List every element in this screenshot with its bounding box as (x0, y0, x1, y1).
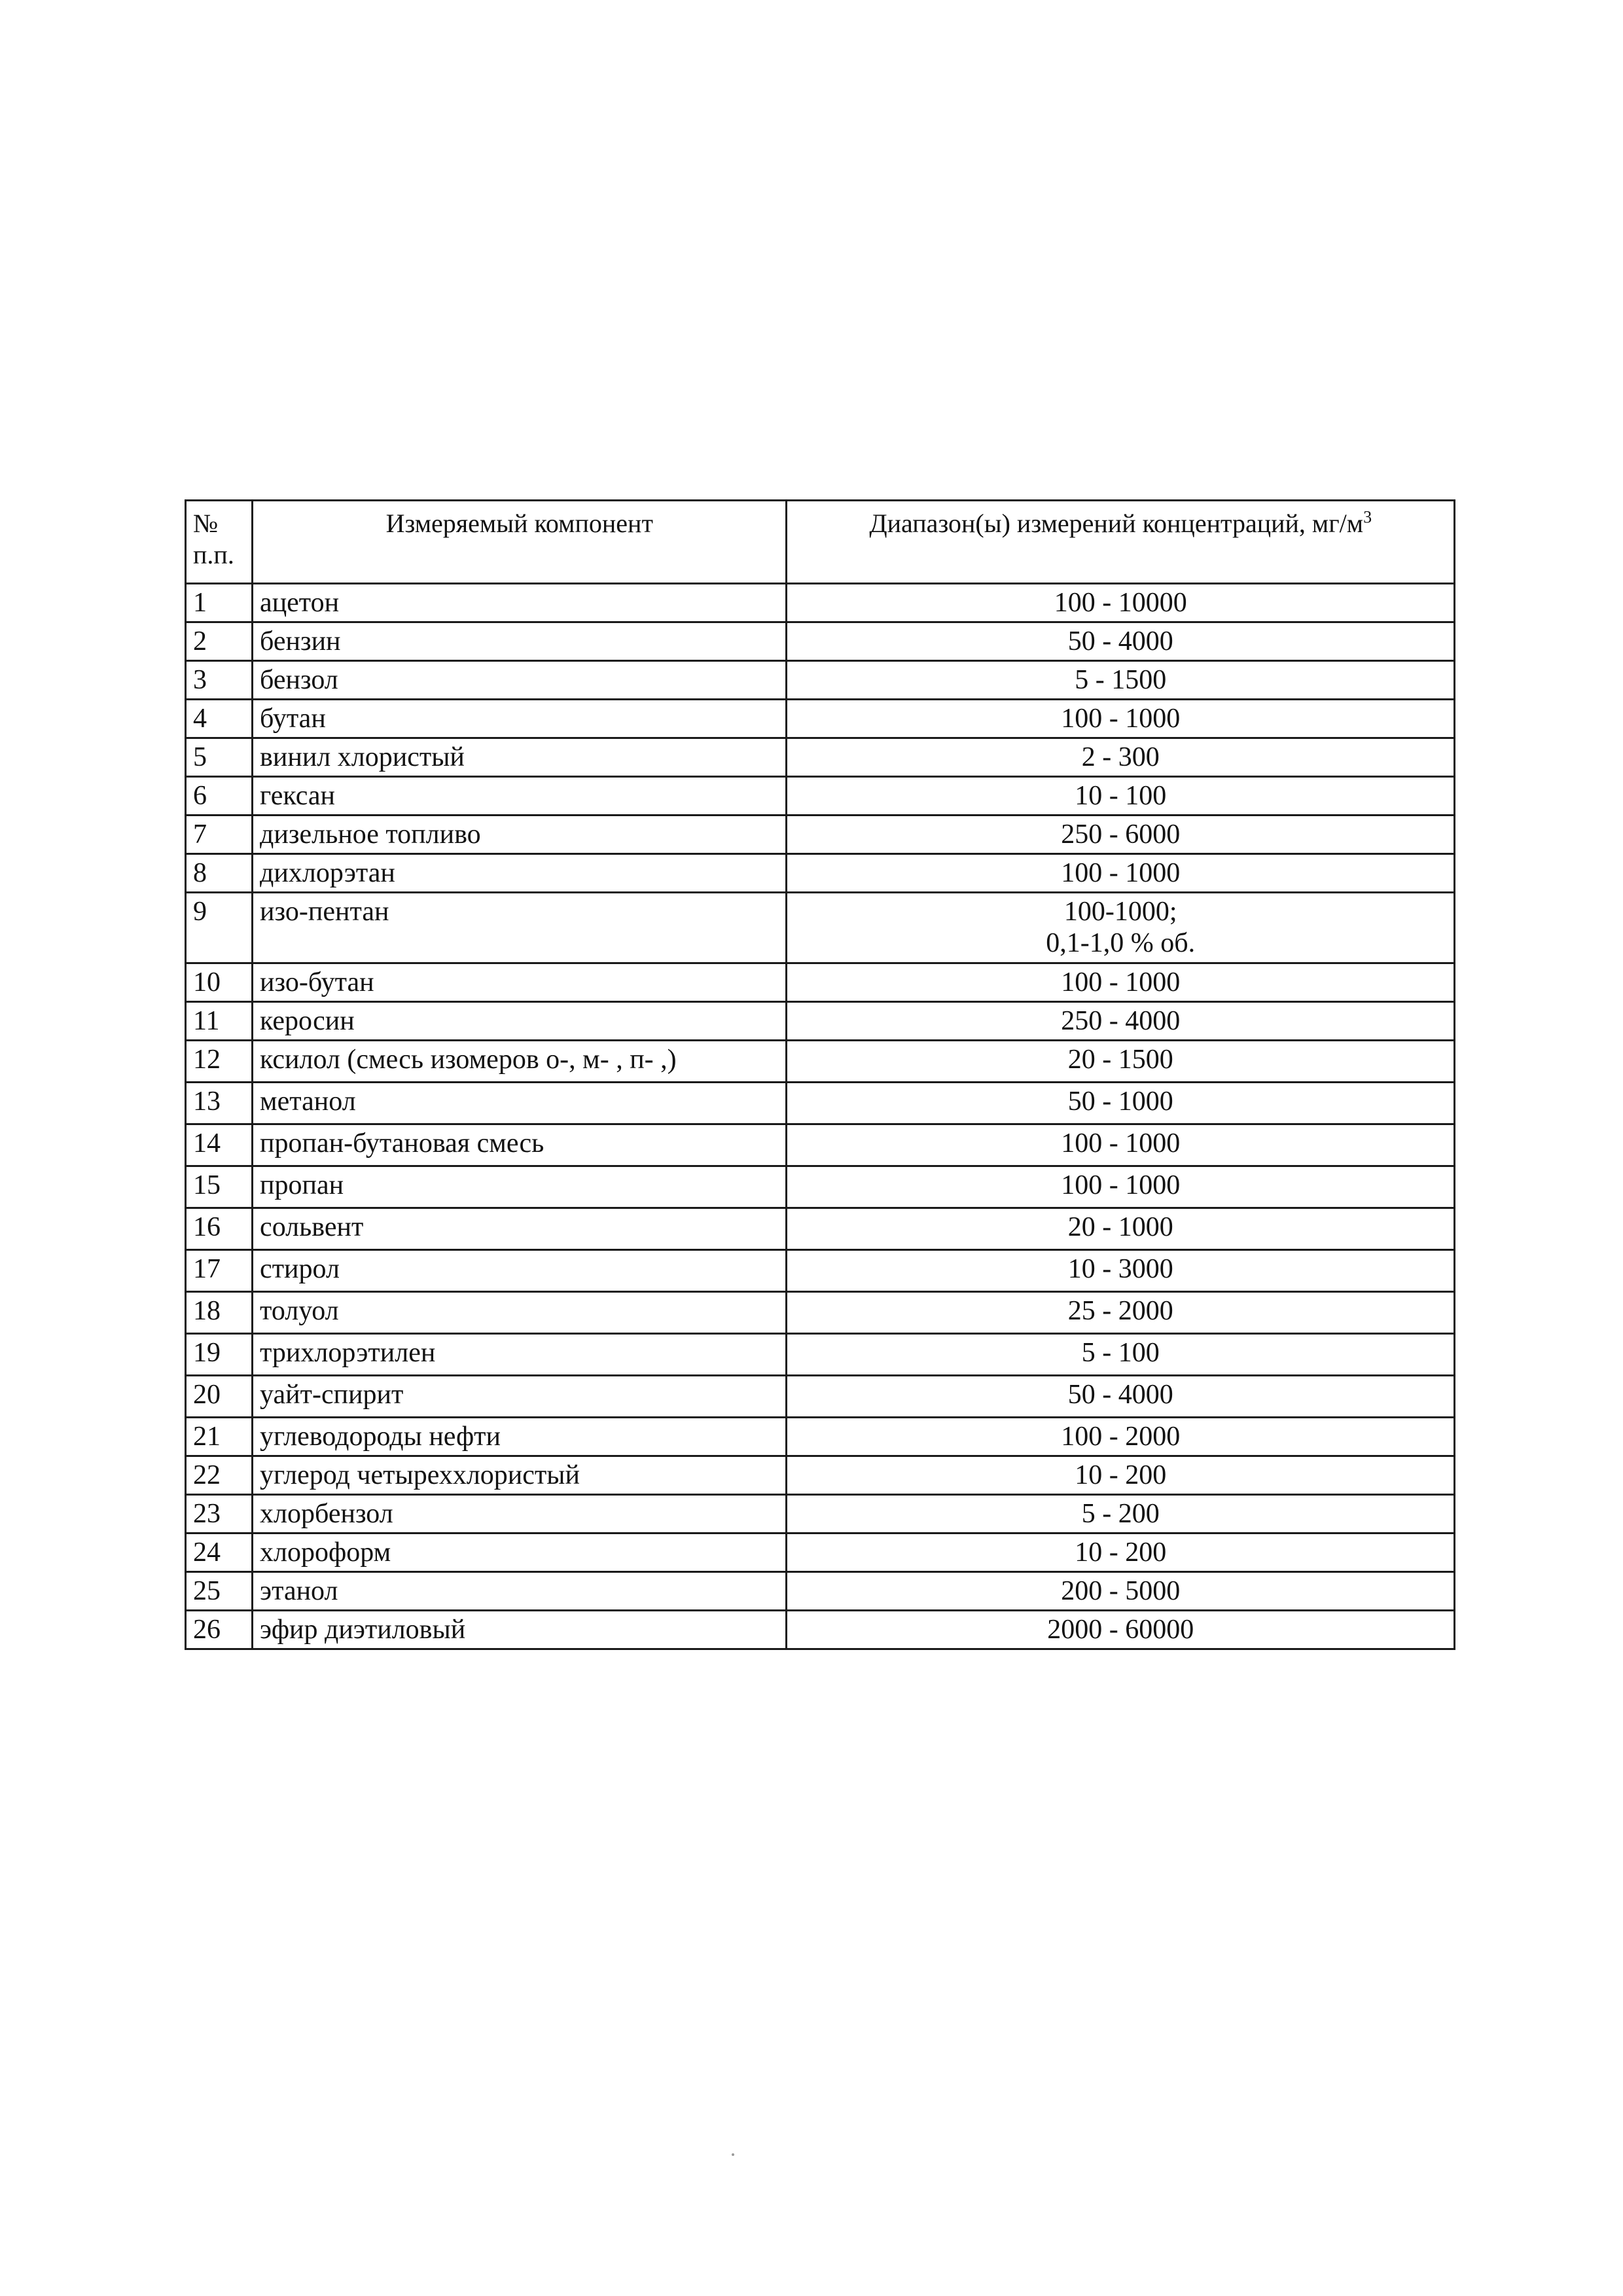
concentration-range (787, 1611, 1455, 1649)
concentration-range (787, 584, 1455, 622)
range-value: 250 - 4000 (1061, 1006, 1181, 1036)
table-row (186, 1250, 1455, 1292)
row-number: 7 (186, 816, 253, 854)
range-value: 100 - 10000 (1054, 588, 1187, 618)
range-value: 50 - 4000 (1067, 1380, 1173, 1410)
header-number-symbol: № (193, 509, 219, 538)
component-name: керосин (253, 1002, 787, 1041)
concentration-range (787, 1572, 1455, 1611)
range-value: 10 - 100 (1075, 781, 1167, 811)
range-value: 5 - 100 (1081, 1338, 1160, 1368)
table-row (186, 1124, 1455, 1166)
row-number: 1 (186, 584, 253, 622)
component-name: сольвент (253, 1208, 787, 1250)
concentration-range (787, 1376, 1455, 1418)
concentration-range (787, 1334, 1455, 1376)
header-number (186, 501, 253, 584)
row-number: 25 (186, 1572, 253, 1611)
component-name: углерод четыреххлористый (253, 1456, 787, 1495)
row-number: 6 (186, 777, 253, 816)
component-name: уайт-спирит (253, 1376, 787, 1418)
range-value: 100-1000; (1063, 897, 1177, 927)
component-name: этанол (253, 1572, 787, 1611)
row-number: 9 (186, 893, 253, 963)
header-range-superscript: 3 (1363, 507, 1372, 527)
range-value: 2000 - 60000 (1047, 1615, 1194, 1645)
concentration-range (787, 622, 1455, 661)
table-row (186, 738, 1455, 777)
component-name: ксилол (смесь изомеров о-, м- , п- ,) (253, 1041, 787, 1083)
header-number-abbr: п.п. (193, 540, 234, 569)
row-number: 21 (186, 1418, 253, 1456)
component-name: хлороформ (253, 1534, 787, 1572)
component-name: трихлорэтилен (253, 1334, 787, 1376)
component-name: углеводороды нефти (253, 1418, 787, 1456)
table-row (186, 584, 1455, 622)
header-range (787, 501, 1455, 584)
range-value: 2 - 300 (1081, 742, 1160, 772)
row-number: 2 (186, 622, 253, 661)
row-number: 14 (186, 1124, 253, 1166)
row-number: 26 (186, 1611, 253, 1649)
table-row (186, 1495, 1455, 1534)
component-name: ацетон (253, 584, 787, 622)
table-row (186, 1611, 1455, 1649)
range-value: 100 - 2000 (1061, 1422, 1181, 1452)
range-value: 50 - 1000 (1067, 1086, 1173, 1117)
table-row (186, 1292, 1455, 1334)
row-number: 17 (186, 1250, 253, 1292)
component-name: дизельное топливо (253, 816, 787, 854)
range-value: 50 - 4000 (1067, 626, 1173, 656)
row-number: 20 (186, 1376, 253, 1418)
concentration-range (787, 1495, 1455, 1534)
component-name: гексан (253, 777, 787, 816)
range-value: 10 - 3000 (1067, 1254, 1173, 1284)
concentration-range (787, 1292, 1455, 1334)
component-name: пропан (253, 1166, 787, 1208)
row-number: 13 (186, 1083, 253, 1124)
table-row (186, 622, 1455, 661)
concentration-range (787, 963, 1455, 1002)
concentration-range (787, 1456, 1455, 1495)
measurement-ranges-table (185, 499, 1455, 1650)
range-value: 20 - 1000 (1067, 1212, 1173, 1242)
component-name: винил хлористый (253, 738, 787, 777)
range-value: 10 - 200 (1075, 1537, 1167, 1568)
range-value: 100 - 1000 (1061, 704, 1181, 734)
row-number: 24 (186, 1534, 253, 1572)
component-name: дихлорэтан (253, 854, 787, 893)
table-row (186, 1534, 1455, 1572)
row-number: 18 (186, 1292, 253, 1334)
table-row (186, 1041, 1455, 1083)
range-value: 20 - 1500 (1067, 1045, 1173, 1075)
range-value: 100 - 1000 (1061, 967, 1181, 997)
concentration-range (787, 661, 1455, 700)
component-name: изо-пентан (253, 893, 787, 963)
component-name: стирол (253, 1250, 787, 1292)
table-row (186, 1208, 1455, 1250)
row-number: 16 (186, 1208, 253, 1250)
range-value: 25 - 2000 (1067, 1296, 1173, 1326)
concentration-range (787, 738, 1455, 777)
component-name: хлорбензол (253, 1495, 787, 1534)
table-row (186, 1456, 1455, 1495)
table-row (186, 1166, 1455, 1208)
row-number: 22 (186, 1456, 253, 1495)
concentration-range (787, 700, 1455, 738)
row-number: 15 (186, 1166, 253, 1208)
component-name: бензин (253, 622, 787, 661)
range-value: 100 - 1000 (1061, 858, 1181, 888)
concentration-range (787, 893, 1455, 963)
component-name: эфир диэтиловый (253, 1611, 787, 1649)
row-number: 10 (186, 963, 253, 1002)
concentration-range (787, 1418, 1455, 1456)
concentration-range (787, 1166, 1455, 1208)
concentration-range (787, 1124, 1455, 1166)
range-value: 200 - 5000 (1061, 1576, 1181, 1606)
concentration-range (787, 1083, 1455, 1124)
header-component: Измеряемый компонент (253, 501, 787, 584)
concentration-range (787, 1208, 1455, 1250)
concentration-range (787, 1002, 1455, 1041)
concentration-range (787, 854, 1455, 893)
table-row (186, 661, 1455, 700)
table-row (186, 1418, 1455, 1456)
page-speck (732, 2153, 734, 2156)
component-name: метанол (253, 1083, 787, 1124)
row-number: 12 (186, 1041, 253, 1083)
range-value-secondary: 0,1-1,0 % об. (1046, 928, 1196, 958)
row-number: 19 (186, 1334, 253, 1376)
row-number: 3 (186, 661, 253, 700)
concentration-range (787, 1534, 1455, 1572)
header-range-text: Диапазон(ы) измерений концентраций, мг/м (869, 509, 1364, 538)
range-value: 100 - 1000 (1061, 1128, 1181, 1158)
row-number: 5 (186, 738, 253, 777)
table-header-row (186, 501, 1455, 584)
row-number: 23 (186, 1495, 253, 1534)
range-value: 250 - 6000 (1061, 819, 1181, 850)
table-row (186, 1083, 1455, 1124)
concentration-range (787, 1250, 1455, 1292)
row-number: 4 (186, 700, 253, 738)
table-row (186, 963, 1455, 1002)
table-body (186, 584, 1455, 1649)
table-row (186, 1334, 1455, 1376)
table-row (186, 1572, 1455, 1611)
component-name: пропан-бутановая смесь (253, 1124, 787, 1166)
row-number: 11 (186, 1002, 253, 1041)
range-value: 100 - 1000 (1061, 1170, 1181, 1200)
row-number: 8 (186, 854, 253, 893)
table-row (186, 893, 1455, 963)
concentration-range (787, 1041, 1455, 1083)
component-name: бензол (253, 661, 787, 700)
concentration-range (787, 777, 1455, 816)
table-row (186, 854, 1455, 893)
table-row (186, 777, 1455, 816)
table-row (186, 1376, 1455, 1418)
component-name: толуол (253, 1292, 787, 1334)
range-value: 5 - 200 (1081, 1499, 1160, 1529)
table-row (186, 816, 1455, 854)
concentration-range (787, 816, 1455, 854)
component-name: изо-бутан (253, 963, 787, 1002)
table-row (186, 1002, 1455, 1041)
table-row (186, 700, 1455, 738)
range-value: 10 - 200 (1075, 1460, 1167, 1490)
range-value: 5 - 1500 (1075, 665, 1167, 695)
component-name: бутан (253, 700, 787, 738)
